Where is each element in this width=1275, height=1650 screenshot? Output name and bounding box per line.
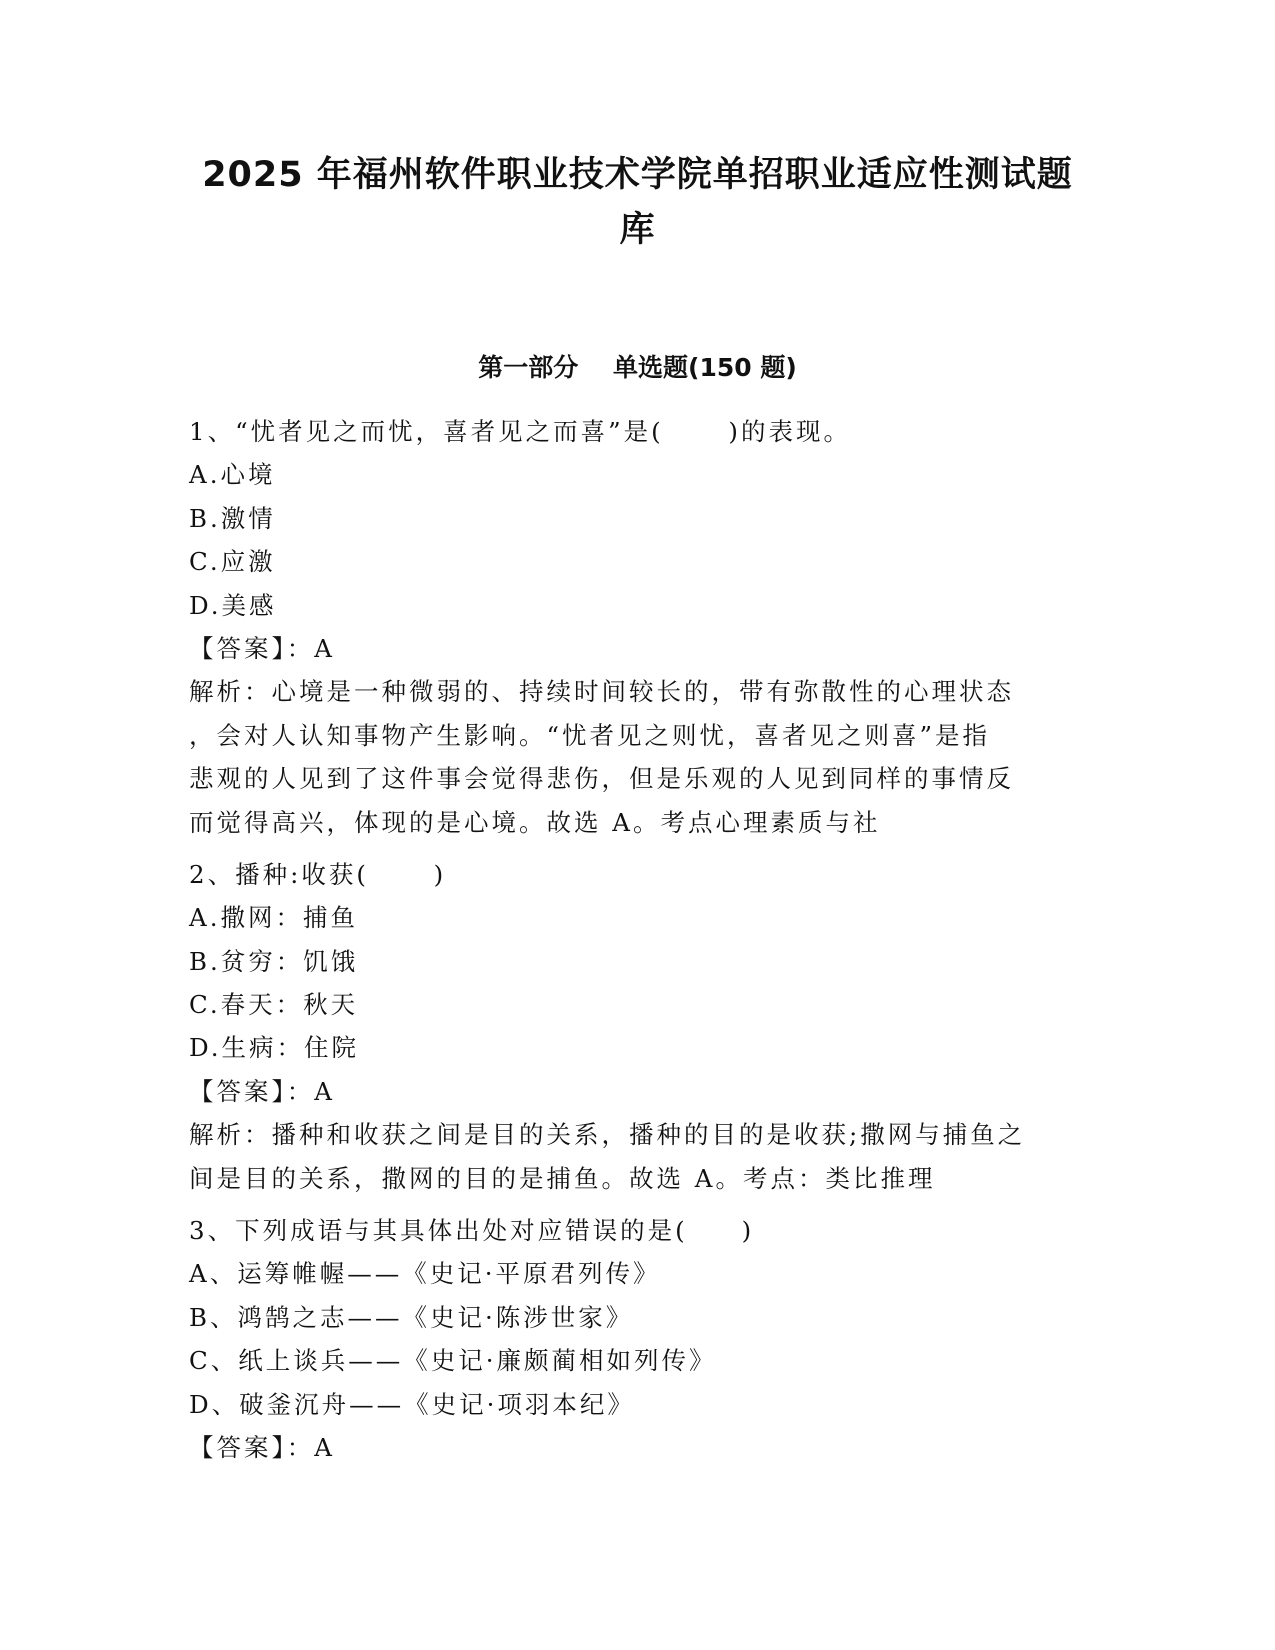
option-b: B.贫穷：饥饿 [189,946,359,976]
answer-line: 【答案】：A [189,633,335,663]
option-c: C、纸上谈兵——《史记·廉颇蔺相如列传》 [189,1346,717,1376]
question-item [189,1209,1089,1469]
question-list [189,410,1089,1469]
explanation-line: 悲观的人见到了这件事会觉得悲伤，但是乐观的人见到同样的事情反 [189,764,1014,794]
section-heading: 第一部分 单选题(150 题) [478,353,797,382]
question-stem: 1、“忧者见之而忧，喜者见之而喜”是( )的表现。 [189,417,851,446]
option-d: D.美感 [189,590,277,620]
explanation-line: 而觉得高兴，体现的是心境。故选 A。考点心理素质与社 [189,807,881,837]
option-a: A.撒网：捕鱼 [189,903,358,933]
option-b: B、鸿鹄之志——《史记·陈涉世家》 [189,1302,634,1332]
question-item [189,410,1089,844]
option-c: C.应激 [189,547,276,577]
document-title [150,148,1125,258]
option-d: D.生病：住院 [189,1033,360,1063]
answer-line: 【答案】：A [189,1076,335,1106]
option-c: C.春天：秋天 [189,990,359,1020]
question-stem: 2、播种:收获( ) [189,859,447,889]
answer-line: 【答案】：A [189,1432,335,1462]
option-b: B.激情 [189,503,276,533]
explanation-line: 解析：播种和收获之间是目的关系，播种的目的是收获;撒网与捕鱼之 [189,1120,1026,1150]
explanation-line: 解析：心境是一种微弱的、持续时间较长的，带有弥散性的心理状态 [189,677,1014,707]
explanation-line: 间是目的关系，撒网的目的是捕鱼。故选 A。考点：类比推理 [189,1163,936,1193]
option-a: A、运筹帷幄——《史记·平原君列传》 [189,1259,661,1289]
option-d: D、破釜沉舟——《史记·项羽本纪》 [189,1389,635,1419]
explanation-line: ，会对人认知事物产生影响。“忧者见之则忧，喜者见之则喜”是指 [189,720,991,750]
question-item [189,853,1089,1200]
title-line-1: 2025 年福州软件职业技术学院单招职业适应性测试题 [202,155,1073,195]
option-a: A.心境 [189,460,276,490]
question-stem: 3、下列成语与其具体出处对应错误的是( ) [189,1216,755,1246]
title-line-2: 库 [619,210,656,250]
